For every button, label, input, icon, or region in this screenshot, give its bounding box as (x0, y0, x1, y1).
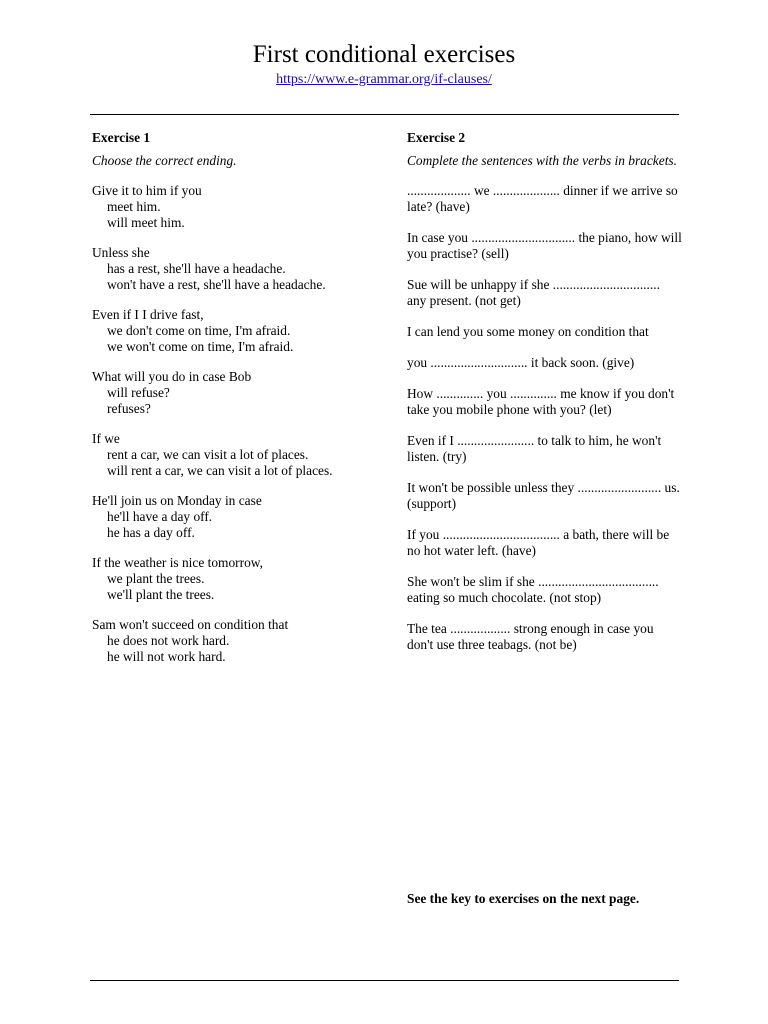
answer-option: we'll plant the trees. (107, 587, 215, 602)
sentence-item: The tea .................. strong enough in case you don't use three teabags. (not be) (407, 621, 654, 652)
sentence-item: If you ................................... a bath, there will be no hot water left. (have) (407, 527, 670, 558)
question-item (92, 245, 372, 293)
sentence-item: ................... we .................... dinner if we arrive so late? (have) (407, 183, 678, 214)
question-item (92, 369, 372, 417)
question-stem: If we (92, 431, 120, 446)
answer-option: he'll have a day off. (107, 509, 213, 524)
question-item (92, 493, 372, 541)
sentence-item: Even if I ....................... to talk to him, he won't listen. (try) (407, 433, 662, 464)
question-item (92, 431, 372, 479)
sentence-item: you ............................. it back soon. (give) (407, 355, 635, 370)
answer-option: we don't come on time, I'm afraid. (107, 323, 291, 338)
answer-option: refuses? (107, 401, 151, 416)
question-stem: If the weather is nice tomorrow, (92, 555, 263, 570)
exercise-1-heading: Exercise 1 (92, 130, 151, 145)
top-divider (90, 114, 679, 115)
answer-option: won't have a rest, she'll have a headache. (107, 277, 326, 292)
question-stem: What will you do in case Bob (92, 369, 252, 384)
source-url (0, 71, 768, 88)
question-stem: Unless she (92, 245, 150, 260)
answer-key-note: See the key to exercises on the next page. (407, 891, 640, 906)
question-item (92, 617, 372, 665)
source-link[interactable]: https://www.e-grammar.org/if-clauses/ (276, 72, 492, 87)
answer-option: meet him. (107, 199, 161, 214)
question-item (92, 307, 372, 355)
question-stem: He'll join us on Monday in case (92, 493, 262, 508)
exercise-2-heading: Exercise 2 (407, 130, 466, 145)
answer-option: rent a car, we can visit a lot of places. (107, 447, 309, 462)
answer-option: will rent a car, we can visit a lot of places. (107, 463, 333, 478)
answer-option: has a rest, she'll have a headache. (107, 261, 286, 276)
sentence-item: In case you ............................... the piano, how will you practise? (sell) (407, 230, 682, 261)
page-title: First conditional exercises (252, 41, 516, 68)
exercise-2-sentences (407, 183, 682, 653)
bottom-divider (90, 980, 679, 981)
question-item (92, 555, 372, 603)
answer-option: we won't come on time, I'm afraid. (107, 339, 294, 354)
answer-option: he has a day off. (107, 525, 195, 540)
exercise-1-column (92, 130, 372, 665)
sentence-item: Sue will be unhappy if she ................................ any present. (not get) (407, 277, 660, 308)
question-stem: Give it to him if you (92, 183, 202, 198)
exercise-2-column (407, 130, 682, 653)
exercise-1-questions (92, 183, 372, 665)
answer-option: he does not work hard. (107, 633, 230, 648)
answer-option: will meet him. (107, 215, 185, 230)
question-stem: Even if I I drive fast, (92, 307, 204, 322)
answer-option: we plant the trees. (107, 571, 205, 586)
sentence-item: How .............. you .............. me know if you don't take you mobile phone with you? (let) (407, 386, 675, 417)
exercise-1-instruction: Choose the correct ending. (92, 153, 237, 168)
sentence-item: I can lend you some money on condition that (407, 324, 649, 339)
sentence-item: It won't be possible unless they ......................... us. (support) (407, 480, 680, 511)
sentence-item: She won't be slim if she .................................... eating so much chocolate. (not stop) (407, 574, 659, 605)
question-stem: Sam won't succeed on condition that (92, 617, 289, 632)
exercise-2-instruction: Complete the sentences with the verbs in brackets. (407, 153, 677, 168)
answer-option: will refuse? (107, 385, 170, 400)
answer-option: he will not work hard. (107, 649, 226, 664)
question-item (92, 183, 372, 231)
